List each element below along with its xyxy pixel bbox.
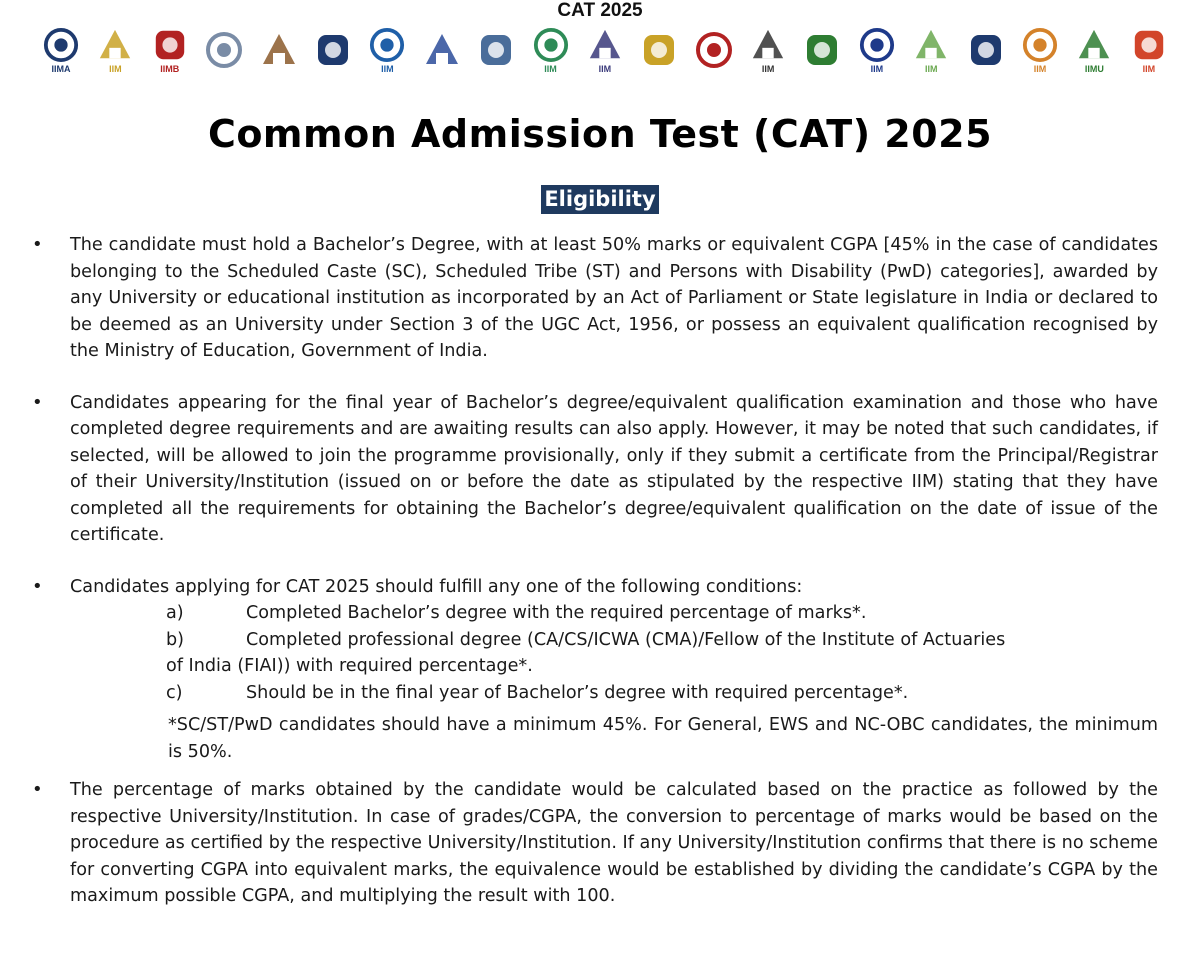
logo-caption: IIM xyxy=(381,63,394,74)
bullet-text: Candidates appearing for the final year of Bachelor’s degree/equivalent qualification examination and those who have completed degree requirements and are awaiting results can also apply. However, it may be noted that such candidates, if selected, will be allowed to join the programme provisionally, only if they submit a certificate from the Principal/Registrar of their University/Institution (issued on or before the date as stipulated by the respective IIM) stating that they have completed all the requirements for obtaining the Bachelor’s degree/equivalent qualification on the date of issue of the certificate. xyxy=(70,392,1158,545)
conditions-list xyxy=(70,600,1158,706)
logo-caption: IIMA xyxy=(51,63,71,74)
iim-logo-icon xyxy=(366,24,408,76)
page-header-title: CAT 2025 xyxy=(557,0,643,21)
iim-logo-icon xyxy=(801,24,843,76)
condition-text: Should be in the final year of Bachelor’s degree with required percentage*. xyxy=(246,682,909,703)
iim-logo-icon xyxy=(530,24,572,76)
list-item xyxy=(30,777,1158,910)
logo-caption: IIM xyxy=(1033,63,1047,74)
iim-logo-icon xyxy=(1073,24,1115,76)
logo-caption: IIM xyxy=(761,63,775,74)
iim-logo-icon xyxy=(965,24,1007,76)
iim-logo-icon xyxy=(856,24,898,76)
condition-label: a) xyxy=(166,603,184,623)
iim-logo-icon xyxy=(312,24,354,76)
iim-logo-icon xyxy=(475,24,517,76)
list-item xyxy=(30,232,1158,365)
logo-caption: IIM xyxy=(109,63,122,74)
logo-caption: IIMB xyxy=(160,63,180,74)
iim-logo-icon xyxy=(1019,24,1061,76)
document-title: Common Admission Test (CAT) 2025 xyxy=(207,112,993,156)
logo-caption: IIM xyxy=(870,63,884,74)
bullet-icon: • xyxy=(32,234,43,255)
iim-logo-icon xyxy=(693,24,735,76)
iim-logo-icon xyxy=(910,24,952,76)
condition-item xyxy=(166,627,1158,654)
iim-logo-icon xyxy=(149,24,191,76)
condition-label: b) xyxy=(166,629,185,650)
condition-item xyxy=(166,680,1158,707)
logo-caption: IIM xyxy=(598,63,612,74)
iim-logo-icon xyxy=(258,24,300,76)
condition-text: Completed Bachelor’s degree with the required percentage of marks*. xyxy=(246,603,867,623)
condition-text: Completed professional degree (CA/CS/ICWA (CMA)/Fellow of the Institute of Actuaries xyxy=(246,629,1006,650)
list-item xyxy=(30,390,1158,549)
bullet-text: The candidate must hold a Bachelor’s Degree, with at least 50% marks or equivalent CGPA [45% in the case of candidates belonging to the Scheduled Caste (SC), Scheduled Tribe (ST) and Persons with Disability (PwD) categories], awarded by any University or educational institution as incorporated by an Act of Parliament or State legislature in India or declared to be deemed as an University under Section 3 of the UGC Act, 1956, or possess an equivalent qualification recognised by the Ministry of Education, Government of India. xyxy=(70,235,1158,361)
iim-logo-icon xyxy=(584,24,626,76)
condition-item xyxy=(166,600,1158,627)
logo-caption: IIM xyxy=(544,63,557,74)
eligibility-list xyxy=(30,232,1158,935)
iim-logo-icon xyxy=(203,24,245,76)
iim-logo-icon xyxy=(1128,24,1170,76)
bullet-icon: • xyxy=(32,779,43,800)
bullet-icon: • xyxy=(32,391,43,413)
bullet-text: The percentage of marks obtained by the candidate would be calculated based on the practice as followed by the respective University/Institution. In case of grades/CGPA, the conversion to percentage of marks would be based on the procedure as certified by the respective University/Institution. If any University/Institution confirms that there is no scheme for converting CGPA into equivalent marks, the equivalence would be established by dividing the candidate’s CGPA by the maximum possible CGPA, and multiplying the result with 100. xyxy=(70,780,1158,906)
logo-caption: IIM xyxy=(1142,63,1156,74)
section-heading-eligibility: Eligibility xyxy=(541,185,658,214)
bullet-text: Candidates applying for CAT 2025 should fulfill any one of the following conditions: xyxy=(70,576,803,597)
logo-caption: IIM xyxy=(925,63,938,74)
percentage-note: *SC/ST/PwD candidates should have a minimum 45%. For General, EWS and NC-OBC candidates, the minimum is 50%. xyxy=(168,715,1158,762)
iim-logo-strip xyxy=(40,22,1170,78)
iim-logo-icon xyxy=(94,24,136,76)
condition-label: c) xyxy=(166,682,183,703)
iim-logo-icon xyxy=(638,24,680,76)
iim-logo-icon xyxy=(40,24,82,76)
list-item xyxy=(30,574,1158,766)
bullet-icon: • xyxy=(32,575,43,597)
iim-logo-icon xyxy=(421,24,463,76)
logo-caption: IIMU xyxy=(1084,63,1104,74)
iim-logo-icon xyxy=(747,24,789,76)
condition-continuation: of India (FIAI)) with required percentage*. xyxy=(166,656,533,676)
